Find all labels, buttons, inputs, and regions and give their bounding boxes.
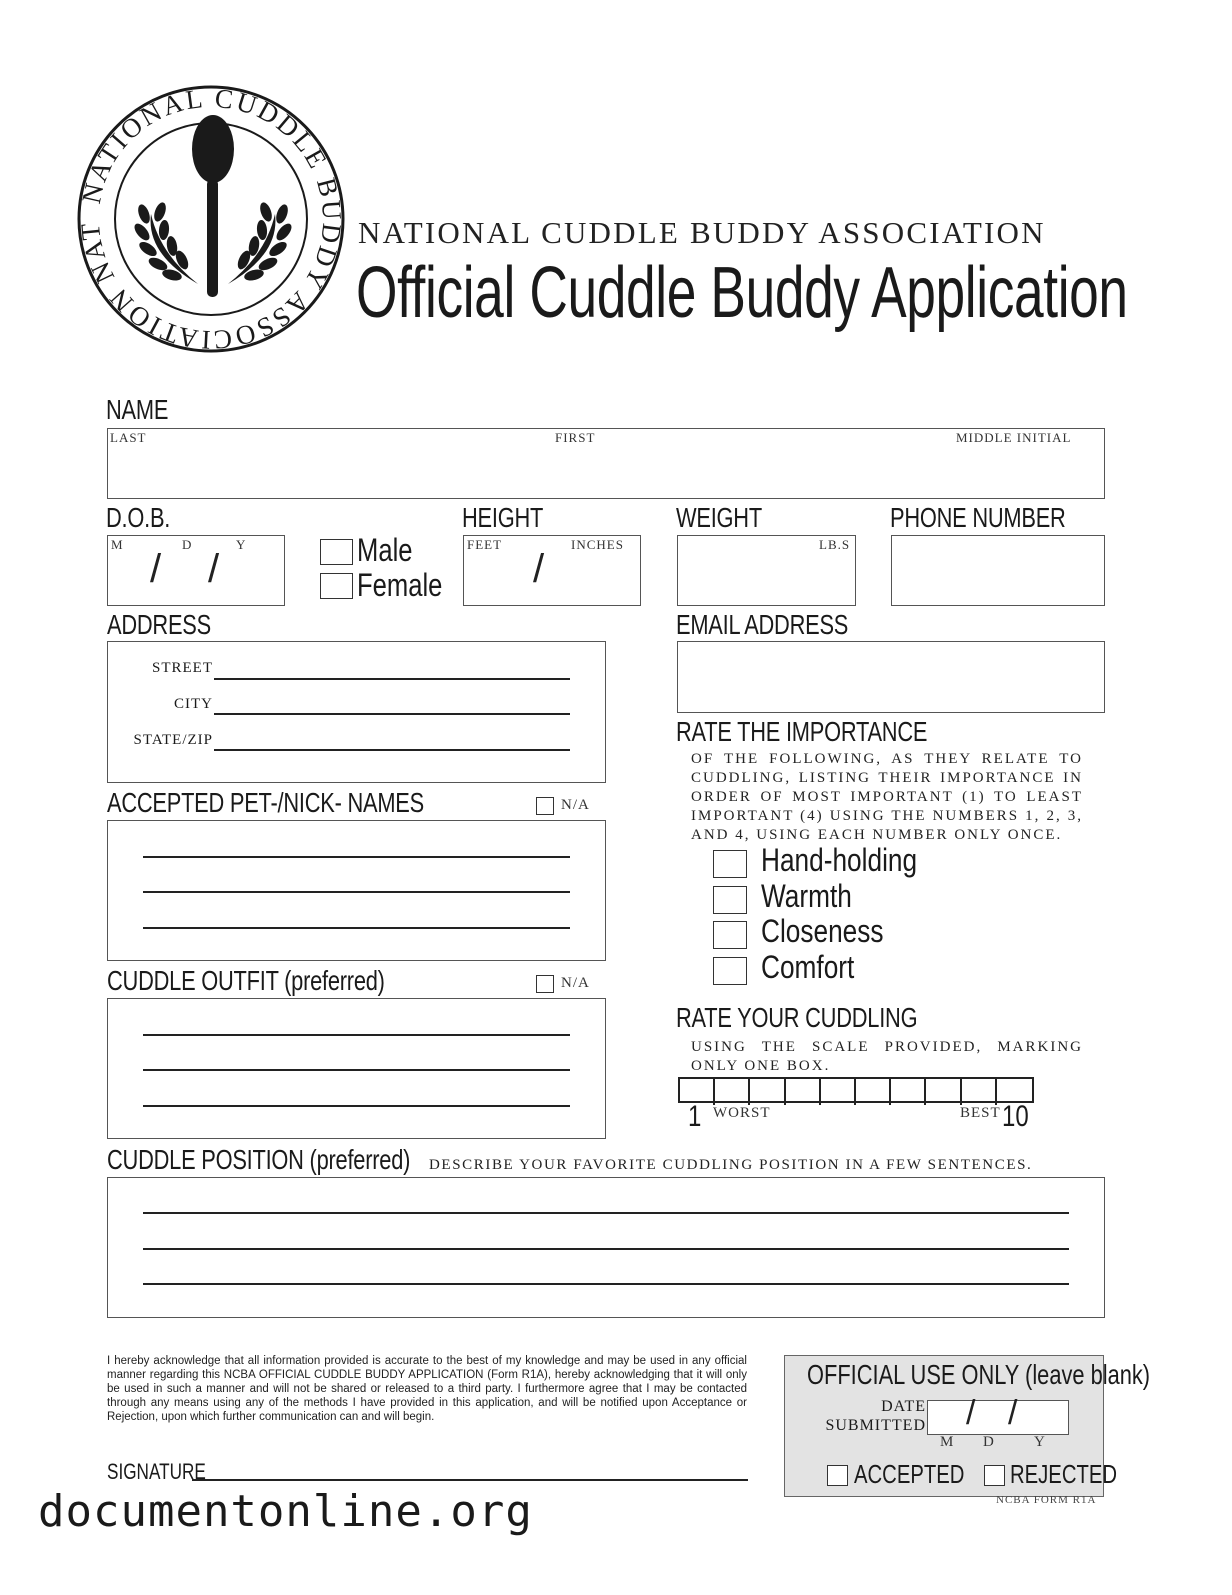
state-zip-caption: STATE/ZIP	[133, 732, 213, 748]
rejected-label: REJECTED	[1010, 1459, 1118, 1489]
rating-box-9[interactable]	[962, 1079, 997, 1105]
rating-box-6[interactable]	[856, 1079, 891, 1105]
rating-label: RATE YOUR CUDDLING	[676, 1002, 918, 1033]
rating-box-7[interactable]	[891, 1079, 926, 1105]
position-line-3[interactable]	[143, 1283, 1069, 1285]
outfit-line-1[interactable]	[143, 1034, 570, 1036]
rating-high-number: 10	[1002, 1100, 1029, 1133]
city-line[interactable]	[214, 713, 570, 715]
accepted-label: ACCEPTED	[854, 1459, 965, 1489]
importance-label: RATE THE IMPORTANCE	[676, 716, 928, 747]
outfit-line-2[interactable]	[143, 1069, 570, 1071]
weight-label: WEIGHT	[676, 502, 762, 533]
weight-unit-caption: LB.S	[819, 537, 851, 552]
importance-instructions: OF THE FOLLOWING, AS THEY RELATE TO CUDDLING, LISTING THEIR IMPORTANCE IN ORDER OF MOST IMPORTANT (1) TO LEAST IMPORTANT (4) USING THE NUMBERS 1, 2, 3, AND 4, USING EACH NUMBER ONLY ONCE.	[691, 751, 1083, 843]
position-instructions: DESCRIBE YOUR FAVORITE CUDDLING POSITION IN A FEW SENTENCES.	[429, 1157, 1033, 1173]
date-year-caption: Y	[1034, 1434, 1046, 1450]
warmth-label: Warmth	[761, 878, 852, 914]
handholding-rank-box[interactable]	[713, 850, 747, 878]
svg-text:NATIONAL CUDDLE BUDDY ASSOCIAT: NATIONAL CUDDLE BUDDY ASSOCIATION NAT	[76, 84, 346, 354]
street-line[interactable]	[214, 678, 570, 680]
acknowledgement-text: I hereby acknowledge that all information provided is accurate to the best of my knowledge and may be used in any official manner regarding this NCBA OFFICIAL CUDDLE BUDDY APPLICATION (Form R1A), hereby acknowledging that it will only be used in such a manner and will not be shared or released to a third party. I furthermore agree that I may be contacted through any means using any of the methods I have provided in this application, and will be notified upon Acceptance or Rejection, upon which further communication can and will begin.	[107, 1355, 747, 1423]
organization-name: NATIONAL CUDDLE BUDDY ASSOCIATION	[358, 215, 1046, 250]
position-line-1[interactable]	[143, 1212, 1069, 1214]
rating-instructions: USING THE SCALE PROVIDED, MARKING ONLY ONE BOX.	[691, 1039, 1083, 1074]
rating-box-4[interactable]	[786, 1079, 821, 1105]
outfit-line-3[interactable]	[143, 1105, 570, 1107]
signature-label: SIGNATURE	[107, 1459, 206, 1484]
rating-scale	[678, 1077, 1034, 1103]
accepted-checkbox[interactable]	[827, 1465, 848, 1486]
date-month-caption: M	[940, 1434, 955, 1450]
male-checkbox[interactable]	[320, 539, 353, 565]
date-caption-line1: DATE	[881, 1398, 926, 1415]
pet-names-line-3[interactable]	[143, 927, 570, 929]
dob-field[interactable]	[107, 535, 285, 606]
pet-names-line-2[interactable]	[143, 891, 570, 893]
date-caption-line2: SUBMITTED	[825, 1417, 926, 1434]
rating-high-label: BEST	[960, 1105, 1001, 1121]
height-inches-caption: INCHES	[571, 537, 624, 552]
pet-names-na-checkbox[interactable]	[536, 797, 554, 815]
rating-box-8[interactable]	[926, 1079, 961, 1105]
closeness-label: Closeness	[761, 913, 884, 949]
handholding-label: Hand-holding	[761, 842, 918, 878]
outfit-na-label: N/A	[561, 975, 590, 991]
pet-names-na-label: N/A	[561, 797, 590, 813]
female-checkbox[interactable]	[320, 573, 353, 599]
phone-field[interactable]	[891, 535, 1105, 606]
date-slash-1: /	[966, 1394, 976, 1432]
rating-box-3[interactable]	[750, 1079, 785, 1105]
rating-box-2[interactable]	[715, 1079, 750, 1105]
outfit-label: CUDDLE OUTFIT (preferred)	[107, 965, 385, 996]
rejected-checkbox[interactable]	[984, 1465, 1005, 1486]
date-submitted-field[interactable]	[927, 1400, 1069, 1435]
rating-low-label: WORST	[713, 1105, 771, 1121]
email-label: EMAIL ADDRESS	[676, 609, 849, 640]
middle-initial-caption: MIDDLE INITIAL	[956, 430, 1072, 445]
street-caption: STREET	[152, 660, 213, 676]
pet-names-label: ACCEPTED PET-/NICK- NAMES	[107, 787, 424, 818]
female-label: Female	[357, 567, 443, 603]
date-day-caption: D	[983, 1434, 995, 1450]
outfit-na-checkbox[interactable]	[536, 975, 554, 993]
rating-box-5[interactable]	[821, 1079, 856, 1105]
watermark-text: documentonline.org	[38, 1486, 533, 1537]
address-label: ADDRESS	[107, 609, 211, 640]
ncba-seal-logo	[76, 84, 346, 354]
dob-month-caption: M	[111, 537, 124, 552]
dob-label: D.O.B.	[106, 502, 171, 533]
spoon-icon	[192, 115, 234, 297]
closeness-rank-box[interactable]	[713, 921, 747, 949]
page-title: Official Cuddle Buddy Application	[356, 253, 1128, 333]
signature-line[interactable]	[192, 1479, 748, 1481]
dob-slash-2: /	[208, 547, 220, 591]
comfort-rank-box[interactable]	[713, 957, 747, 985]
name-label: NAME	[106, 394, 169, 425]
rating-low-number: 1	[688, 1100, 702, 1133]
position-label: CUDDLE POSITION (preferred)	[107, 1144, 411, 1175]
form-id: NCBA FORM R1A	[996, 1494, 1097, 1506]
comfort-label: Comfort	[761, 949, 855, 985]
warmth-rank-box[interactable]	[713, 886, 747, 914]
dob-day-caption: D	[182, 537, 193, 552]
first-name-caption: FIRST	[555, 430, 596, 445]
last-name-caption: LAST	[110, 430, 147, 445]
height-slash: /	[533, 547, 545, 591]
dob-slash-1: /	[150, 547, 162, 591]
state-zip-line[interactable]	[214, 749, 570, 751]
position-line-2[interactable]	[143, 1248, 1069, 1250]
phone-label: PHONE NUMBER	[890, 502, 1066, 533]
date-slash-2: /	[1008, 1394, 1018, 1432]
city-caption: CITY	[174, 696, 213, 712]
male-label: Male	[357, 532, 413, 568]
height-feet-caption: FEET	[467, 537, 503, 552]
dob-year-caption: Y	[236, 537, 247, 552]
official-use-title: OFFICIAL USE ONLY (leave blank)	[807, 1359, 1151, 1390]
email-field[interactable]	[677, 641, 1105, 713]
pet-names-line-1[interactable]	[143, 856, 570, 858]
height-label: HEIGHT	[462, 502, 544, 533]
